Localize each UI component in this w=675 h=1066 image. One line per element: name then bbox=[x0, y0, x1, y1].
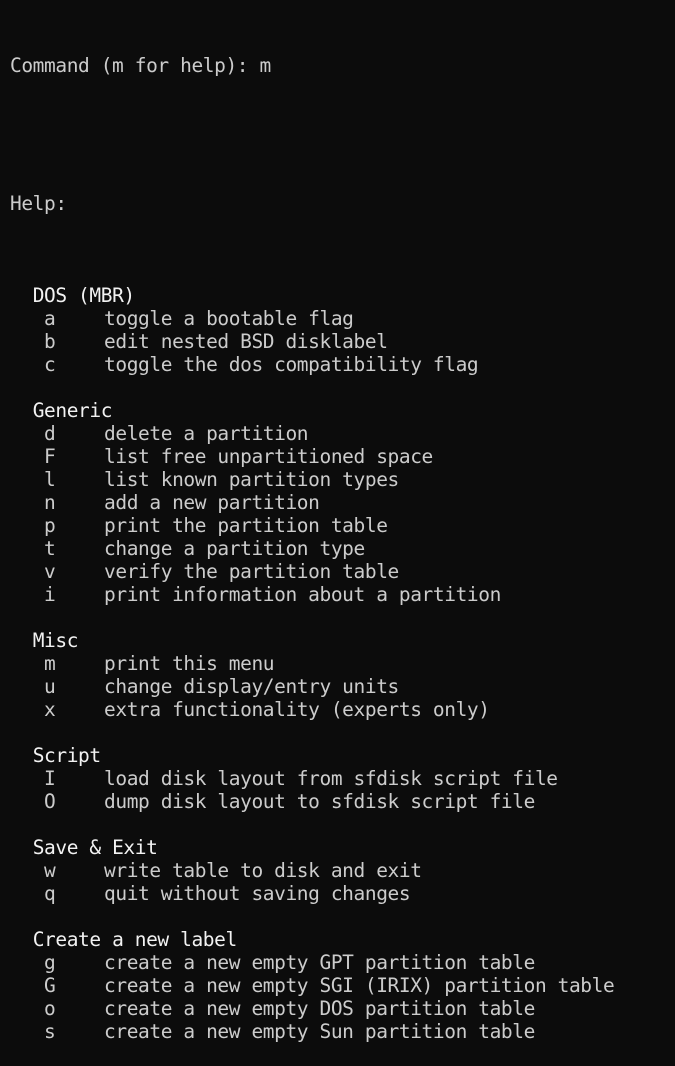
blank-line bbox=[10, 376, 670, 399]
menu-item bbox=[10, 859, 670, 882]
menu-description: verify the partition table bbox=[104, 560, 399, 583]
menu-key: n bbox=[44, 491, 56, 514]
menu-key: I bbox=[44, 767, 56, 790]
command-prompt-line bbox=[10, 54, 670, 77]
menu-item bbox=[10, 422, 670, 445]
menu-description: load disk layout from sfdisk script file bbox=[104, 767, 558, 790]
help-section bbox=[10, 928, 670, 1043]
menu-item bbox=[10, 353, 670, 376]
menu-description: dump disk layout to sfdisk script file bbox=[104, 790, 535, 813]
menu-description: list known partition types bbox=[104, 468, 399, 491]
menu-key: u bbox=[44, 675, 56, 698]
menu-description: create a new empty Sun partition table bbox=[104, 1020, 535, 1043]
section-title: DOS (MBR) bbox=[32, 284, 135, 307]
section-heading bbox=[10, 744, 670, 767]
menu-item bbox=[10, 468, 670, 491]
help-label: Help: bbox=[10, 192, 67, 215]
menu-key: b bbox=[44, 330, 56, 353]
menu-item bbox=[10, 583, 670, 606]
menu-item bbox=[10, 997, 670, 1020]
blank-line bbox=[10, 261, 670, 284]
menu-description: edit nested BSD disklabel bbox=[104, 330, 388, 353]
menu-item bbox=[10, 491, 670, 514]
menu-description: add a new partition bbox=[104, 491, 320, 514]
blank-line bbox=[10, 813, 670, 836]
help-section bbox=[10, 744, 670, 813]
section-title: Create a new label bbox=[32, 928, 237, 951]
menu-description: extra functionality (experts only) bbox=[104, 698, 490, 721]
menu-item bbox=[10, 951, 670, 974]
menu-key: d bbox=[44, 422, 56, 445]
section-title: Generic bbox=[32, 399, 113, 422]
menu-item bbox=[10, 445, 670, 468]
terminal-output[interactable] bbox=[10, 8, 670, 1066]
section-heading bbox=[10, 399, 670, 422]
menu-item bbox=[10, 537, 670, 560]
menu-description: create a new empty GPT partition table bbox=[104, 951, 535, 974]
menu-description: write table to disk and exit bbox=[104, 859, 422, 882]
menu-description: change a partition type bbox=[104, 537, 365, 560]
menu-item bbox=[10, 882, 670, 905]
menu-description: toggle the dos compatibility flag bbox=[104, 353, 479, 376]
menu-key: w bbox=[44, 859, 56, 882]
menu-key: G bbox=[44, 974, 56, 997]
menu-key: q bbox=[44, 882, 56, 905]
menu-key: o bbox=[44, 997, 56, 1020]
section-heading bbox=[10, 836, 670, 859]
menu-description: toggle a bootable flag bbox=[104, 307, 354, 330]
menu-key: g bbox=[44, 951, 56, 974]
menu-item bbox=[10, 1020, 670, 1043]
blank-line bbox=[10, 606, 670, 629]
command-prompt: Command (m for help): bbox=[10, 54, 260, 77]
menu-description: change display/entry units bbox=[104, 675, 399, 698]
menu-item bbox=[10, 652, 670, 675]
section-title: Script bbox=[32, 744, 101, 767]
menu-key: t bbox=[44, 537, 56, 560]
help-section bbox=[10, 629, 670, 721]
section-title: Save & Exit bbox=[32, 836, 158, 859]
menu-item bbox=[10, 974, 670, 997]
menu-item bbox=[10, 560, 670, 583]
menu-key: m bbox=[44, 652, 56, 675]
menu-description: print the partition table bbox=[104, 514, 388, 537]
menu-item bbox=[10, 675, 670, 698]
section-heading bbox=[10, 629, 670, 652]
menu-item bbox=[10, 790, 670, 813]
menu-key: p bbox=[44, 514, 56, 537]
menu-item bbox=[10, 698, 670, 721]
menu-item bbox=[10, 767, 670, 790]
menu-description: print this menu bbox=[104, 652, 275, 675]
menu-key: s bbox=[44, 1020, 56, 1043]
section-title: Misc bbox=[32, 629, 79, 652]
menu-key: a bbox=[44, 307, 56, 330]
help-section bbox=[10, 836, 670, 905]
menu-item bbox=[10, 514, 670, 537]
help-section bbox=[10, 284, 670, 376]
help-section bbox=[10, 399, 670, 606]
blank-line bbox=[10, 721, 670, 744]
menu-key: l bbox=[44, 468, 56, 491]
menu-item bbox=[10, 307, 670, 330]
menu-description: quit without saving changes bbox=[104, 882, 411, 905]
menu-description: print information about a partition bbox=[104, 583, 501, 606]
menu-description: create a new empty SGI (IRIX) partition table bbox=[104, 974, 615, 997]
menu-key: c bbox=[44, 353, 56, 376]
menu-item bbox=[10, 330, 670, 353]
blank-line bbox=[10, 123, 670, 146]
menu-description: create a new empty DOS partition table bbox=[104, 997, 535, 1020]
menu-key: i bbox=[44, 583, 56, 606]
section-heading bbox=[10, 928, 670, 951]
menu-key: F bbox=[44, 445, 56, 468]
menu-description: delete a partition bbox=[104, 422, 309, 445]
section-heading bbox=[10, 284, 670, 307]
menu-key: v bbox=[44, 560, 56, 583]
menu-key: O bbox=[44, 790, 56, 813]
menu-description: list free unpartitioned space bbox=[104, 445, 433, 468]
blank-line bbox=[10, 905, 670, 928]
command-input: m bbox=[259, 54, 271, 77]
menu-key: x bbox=[44, 698, 56, 721]
